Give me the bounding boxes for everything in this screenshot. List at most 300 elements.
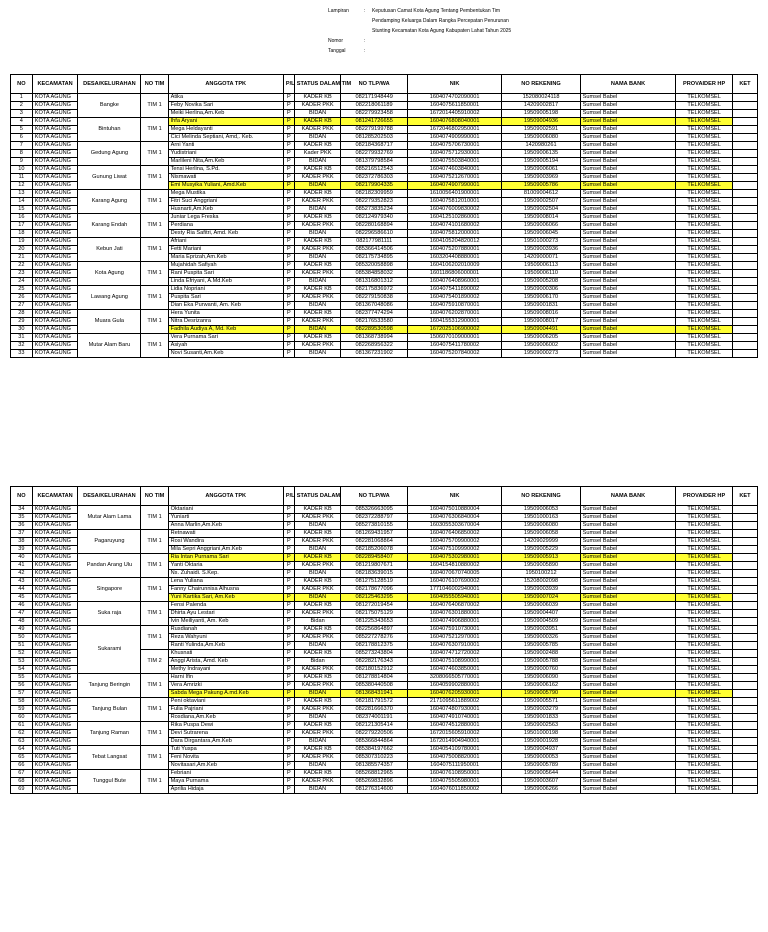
kecamatan-cell: KOTA AGUNG [32,786,78,794]
table-row [11,238,758,246]
note-cell [732,682,757,690]
bank-cell: Sumsel Babel [580,610,676,618]
nik-cell: 1604059902880001 [407,682,502,690]
nik-cell: 1672046802950001 [407,126,502,134]
note-cell [732,586,757,594]
note-cell [732,738,757,746]
gender-cell: P [283,658,294,666]
document-header [328,6,748,56]
note-cell [732,326,757,334]
row-number: 17 [11,222,33,230]
provider-cell: TELKOMSEL [676,602,733,610]
team-cell: TIM 1 [141,554,168,578]
provider-cell: TELKOMSEL [676,666,733,674]
note-cell [732,118,757,126]
nik-cell: 1604076009830002 [407,206,502,214]
bank-cell: Sumsel Babel [580,270,676,278]
bank-cell: Sumsel Babel [580,690,676,698]
note-cell [732,206,757,214]
row-number: 36 [11,522,33,530]
nik-cell: 1604076406870002 [407,602,502,610]
member-name: Rosdiana,Am.Keb [168,714,283,722]
provider-cell: TELKOMSEL [676,674,733,682]
row-number: 1 [11,94,33,102]
phone-cell: 082279199788 [341,126,407,134]
provider-cell: TELKOMSEL [676,610,733,618]
provider-cell: TELKOMSEL [676,698,733,706]
row-number: 7 [11,142,33,150]
header-line [328,46,748,56]
status-cell: KADER PKK [294,586,341,594]
table-row [11,554,758,562]
nik-cell: 1771046002940001 [407,586,502,594]
note-cell [732,142,757,150]
gender-cell: P [283,738,294,746]
phone-cell: 081241726655 [341,118,407,126]
provider-cell: TELKOMSEL [676,110,733,118]
account-cell: 19509003969 [502,174,580,182]
phone-cell: 082181791572 [341,698,407,706]
account-cell: 19501000273 [502,238,580,246]
phone-cell: 085326663095 [341,506,407,514]
gender-cell: P [283,334,294,342]
note-cell [732,786,757,794]
account-cell: 19509006205 [502,334,580,342]
desa-cell: Karang Endah [78,214,141,238]
phone-cell: 081276314600 [341,786,407,794]
member-name: Maria Eprizah,Am.Keb [168,254,283,262]
nik-cell: 1604074603850001 [407,666,502,674]
kecamatan-cell: KOTA AGUNG [32,754,78,762]
gender-cell: P [283,562,294,570]
row-number: 64 [11,746,33,754]
team-cell: TIM 1 [141,166,168,190]
column-header: P/L [283,487,294,506]
status-cell: KADER KB [294,310,341,318]
status-cell: BIDAN [294,134,341,142]
provider-cell: TELKOMSEL [676,570,733,578]
gender-cell: P [283,206,294,214]
status-cell: BIDAN [294,278,341,286]
phone-cell: 082184368717 [341,142,407,150]
status-cell: BIDAN [294,594,341,602]
note-cell [732,602,757,610]
team-cell: TIM 1 [141,286,168,310]
kecamatan-cell: KOTA AGUNG [32,626,78,634]
account-cell: 19509001831 [502,302,580,310]
account-cell: 19509006053 [502,506,580,514]
kecamatan-cell: KOTA AGUNG [32,166,78,174]
desa-cell: Lawang Agung [78,286,141,310]
note-cell [732,530,757,538]
nik-cell: 1604076011850002 [407,786,502,794]
phone-cell: 082124979340 [341,214,407,222]
provider-cell: TELKOMSEL [676,182,733,190]
nik-cell: 1604074807930001 [407,706,502,714]
status-cell: KADER PKK [294,318,341,326]
provider-cell: TELKOMSEL [676,682,733,690]
bank-cell: Sumsel Babel [580,698,676,706]
phone-cell: 082178812375 [341,642,407,650]
kecamatan-cell: KOTA AGUNG [32,570,78,578]
member-name: Methy Indrayani [168,666,283,674]
column-header: DESA/KELURAHAN [78,487,141,506]
account-cell: 19509006113 [502,262,580,270]
note-cell [732,230,757,238]
provider-cell: TELKOMSEL [676,134,733,142]
gender-cell: P [283,102,294,110]
bank-cell: Sumsel Babel [580,770,676,778]
row-number: 47 [11,610,33,618]
desa-cell: Suka raja [78,602,141,626]
phone-cell: 085273835234 [341,206,407,214]
phone-cell: 081367048086 [341,302,407,310]
nik-cell: 1604075411780002 [407,342,502,350]
status-cell: KADER KB [294,142,341,150]
row-number: 63 [11,738,33,746]
column-header: KECAMATAN [32,487,78,506]
column-header: KET [732,75,757,94]
provider-cell: TELKOMSEL [676,222,733,230]
status-cell: Bidan [294,618,341,626]
gender-cell: P [283,134,294,142]
gender-cell: P [283,594,294,602]
bank-cell: Sumsel Babel [580,310,676,318]
phone-cell: 082175075129 [341,610,407,618]
table-row [11,190,758,198]
member-name: Ivin Meiliyanti, Am. Keb [168,618,283,626]
kecamatan-cell: KOTA AGUNG [32,230,78,238]
member-name: Husnarti,Am.Keb [168,206,283,214]
row-number: 16 [11,214,33,222]
provider-cell: TELKOMSEL [676,778,733,786]
bank-cell: Sumsel Babel [580,658,676,666]
gender-cell: P [283,642,294,650]
kecamatan-cell: KOTA AGUNG [32,206,78,214]
desa-cell: Sukarami [78,626,141,674]
nik-cell: 1604055505940001 [407,594,502,602]
gender-cell: P [283,666,294,674]
bank-cell: Sumsel Babel [580,254,676,262]
member-name: Puspita Sari [168,294,283,302]
row-number: 41 [11,562,33,570]
account-cell: 19509005789 [502,762,580,770]
kecamatan-cell: KOTA AGUNG [32,350,78,358]
gender-cell: P [283,538,294,546]
account-cell: 19509002504 [502,206,580,214]
header-separator: : [364,8,366,14]
member-name: Devi Sutrarena [168,730,283,738]
row-number: 61 [11,722,33,730]
status-cell: KADER PKK [294,666,341,674]
kecamatan-cell: KOTA AGUNG [32,118,78,126]
status-cell: BIDAN [294,690,341,698]
member-name: Dara Dirgantara,Am.Keb [168,738,283,746]
phone-cell: 082279220506 [341,730,407,738]
provider-cell: TELKOMSEL [676,722,733,730]
bank-cell: Sumsel Babel [580,150,676,158]
kecamatan-cell: KOTA AGUNG [32,150,78,158]
row-number: 60 [11,714,33,722]
bank-cell: Sumsel Babel [580,198,676,206]
status-cell: KADER KB [294,286,341,294]
kecamatan-cell: KOTA AGUNG [32,294,78,302]
status-cell: KADER PKK [294,342,341,350]
kecamatan-cell: KOTA AGUNG [32,730,78,738]
nik-cell: 1604075212670001 [407,174,502,182]
nik-cell: 1604076107690002 [407,578,502,586]
member-name: Peni oktaviani [168,698,283,706]
desa-cell: Mutar Alam Baru [78,334,141,358]
nik-cell: 1604075207840002 [407,350,502,358]
kecamatan-cell: KOTA AGUNG [32,634,78,642]
status-cell: KADER PKK [294,174,341,182]
gender-cell: P [283,698,294,706]
table-row [11,94,758,102]
note-cell [732,594,757,602]
nik-cell: 1604076108950001 [407,770,502,778]
phone-cell: 081272019454 [341,602,407,610]
member-name: Emi Musyika Yuliani, Amd.Keb [168,182,283,190]
status-cell: KADER KB [294,602,341,610]
provider-cell: TELKOMSEL [676,594,733,602]
member-name: Feby Novika Sari [168,102,283,110]
phone-cell: 082185206078 [341,546,407,554]
column-header: NO TIM [141,75,168,94]
kecamatan-cell: KOTA AGUNG [32,190,78,198]
member-name: Novi Susanti,Am.Keb [168,350,283,358]
note-cell [732,254,757,262]
bank-cell: Sumsel Babel [580,118,676,126]
gender-cell: P [283,602,294,610]
team-cell: TIM 1 [141,530,168,554]
account-cell: 19509001833 [502,714,580,722]
provider-cell: TELKOMSEL [676,158,733,166]
provider-cell: TELKOMSEL [676,94,733,102]
gender-cell: P [283,554,294,562]
bank-cell: Sumsel Babel [580,278,676,286]
member-name: Mega Mustika [168,190,283,198]
row-number: 53 [11,658,33,666]
phone-cell: 082279932769 [341,150,407,158]
row-number: 6 [11,134,33,142]
note-cell [732,190,757,198]
member-name: Maya Purnama [168,778,283,786]
phone-cell: 082279352823 [341,198,407,206]
member-name: Anggi Arista, Amd. Keb [168,658,283,666]
table-row [11,674,758,682]
bank-cell: Sumsel Babel [580,142,676,150]
nik-cell: 1604074603840001 [407,166,502,174]
account-cell: 19509004936 [502,118,580,126]
provider-cell: TELKOMSEL [676,262,733,270]
gender-cell: P [283,350,294,358]
note-cell [732,746,757,754]
account-cell: 19509003951 [502,626,580,634]
bank-cell: Sumsel Babel [580,334,676,342]
account-cell: 14209029999 [502,538,580,546]
account-cell: 19509005198 [502,110,580,118]
provider-cell: TELKOMSEL [676,310,733,318]
provider-cell: TELKOMSEL [676,254,733,262]
provider-cell: TELKOMSEL [676,658,733,666]
note-cell [732,318,757,326]
provider-cell: TELKOMSEL [676,270,733,278]
row-number: 69 [11,786,33,794]
gender-cell: P [283,522,294,530]
desa-cell: Gunung Liwat [78,166,141,190]
status-cell: BIDAN [294,570,341,578]
provider-cell: TELKOMSEL [676,586,733,594]
note-cell [732,706,757,714]
team-table-1 [10,74,758,358]
nik-cell: 1604075611850001 [407,102,502,110]
kecamatan-cell: KOTA AGUNG [32,722,78,730]
account-cell: 19509006110 [502,270,580,278]
nik-cell: 1604075503840001 [407,158,502,166]
team-cell: TIM 1 [141,94,168,118]
phone-cell: 082296586610 [341,230,407,238]
header-label [328,16,364,26]
phone-cell: 081219807671 [341,562,407,570]
nik-cell: 1604075212970001 [407,634,502,642]
provider-cell: TELKOMSEL [676,538,733,546]
phone-cell: 082183639015 [341,570,407,578]
status-cell: BIDAN [294,642,341,650]
row-number: 39 [11,546,33,554]
gender-cell: P [283,190,294,198]
status-cell: KADER KB [294,650,341,658]
member-name: Vera Purnama Sari [168,334,283,342]
note-cell [732,634,757,642]
bank-cell: Sumsel Babel [580,342,676,350]
table-row [11,214,758,222]
phone-cell: 082280168894 [341,222,407,230]
nik-cell: 1604076307910001 [407,642,502,650]
column-header: NO TIM [141,487,168,506]
gender-cell: P [283,570,294,578]
kecamatan-cell: KOTA AGUNG [32,610,78,618]
status-cell: KADER KB [294,262,341,270]
provider-cell: TELKOMSEL [676,150,733,158]
status-cell: KADER KB [294,554,341,562]
status-cell: BIDAN [294,206,341,214]
bank-cell: Sumsel Babel [580,134,676,142]
desa-cell: Bintuhan [78,118,141,142]
bank-cell: Sumsel Babel [580,350,676,358]
row-number: 66 [11,762,33,770]
provider-cell: TELKOMSEL [676,198,733,206]
row-number: 20 [11,246,33,254]
bank-cell: Sumsel Babel [580,522,676,530]
account-cell: 19509006061 [502,166,580,174]
provider-cell: TELKOMSEL [676,770,733,778]
phone-cell: 082121305414 [341,722,407,730]
account-cell: 19509000760 [502,666,580,674]
member-name: Mega Heldayanti [168,126,283,134]
row-number: 11 [11,174,33,182]
team-cell: TIM 1 [141,746,168,770]
account-cell: 19509006162 [502,682,580,690]
account-cell: 19509005790 [502,690,580,698]
bank-cell: Sumsel Babel [580,738,676,746]
nik-cell: 1604075709900002 [407,538,502,546]
table-row [11,602,758,610]
account-cell: 19509004491 [502,326,580,334]
table-row [11,334,758,342]
bank-cell: Sumsel Babel [580,126,676,134]
kecamatan-cell: KOTA AGUNG [32,158,78,166]
account-cell: 19509000326 [502,634,580,642]
status-cell: KADER PKK [294,562,341,570]
gender-cell: P [283,174,294,182]
gender-cell: P [283,238,294,246]
bank-cell: Sumsel Babel [580,102,676,110]
note-cell [732,762,757,770]
kecamatan-cell: KOTA AGUNG [32,134,78,142]
kecamatan-cell: KOTA AGUNG [32,286,78,294]
desa-cell: Muara Gula [78,310,141,334]
phone-cell: 085273243804 [341,650,407,658]
provider-cell: TELKOMSEL [676,754,733,762]
bank-cell: Sumsel Babel [580,594,676,602]
member-name: Yuniarti [168,514,283,522]
bank-cell: Sumsel Babel [580,230,676,238]
kecamatan-cell: KOTA AGUNG [32,326,78,334]
gender-cell: P [283,546,294,554]
phone-cell: 082268956322 [341,342,407,350]
team-cell: TIM 1 [141,214,168,238]
kecamatan-cell: KOTA AGUNG [32,642,78,650]
phone-cell: 085273810155 [341,522,407,530]
member-name: Anna Marlin,Am.Keb [168,522,283,530]
provider-cell: TELKOMSEL [676,626,733,634]
provider-cell: TELKOMSEL [676,206,733,214]
kecamatan-cell: KOTA AGUNG [32,650,78,658]
row-number: 59 [11,706,33,714]
phone-cell: 082125463295 [341,594,407,602]
column-header: P/L [283,75,294,94]
row-number: 32 [11,342,33,350]
member-name: Afriani [168,238,283,246]
bank-cell: Sumsel Babel [580,714,676,722]
account-cell: 19509006045 [502,230,580,238]
phone-cell: 085216512543 [341,166,407,174]
status-cell: BIDAN [294,302,341,310]
phone-cell: 082279923458 [341,110,407,118]
column-header: PROVAIDER HP [676,487,733,506]
member-name: Febriani [168,770,283,778]
nik-cell: 1601186806000001 [407,270,502,278]
status-cell: Bidan [294,658,341,666]
provider-cell: TELKOMSEL [676,618,733,626]
phone-cell: 082282176343 [341,658,407,666]
kecamatan-cell: KOTA AGUNG [32,530,78,538]
member-name: Vera Amrizki [168,682,283,690]
account-cell: 19509005913 [502,554,580,562]
status-cell: BIDAN [294,254,341,262]
gender-cell: P [283,150,294,158]
account-cell: 19509005890 [502,562,580,570]
status-cell: KADER KB [294,770,341,778]
nik-cell: 1604075108990001 [407,658,502,666]
header-line [328,16,748,26]
phone-cell: 081379798584 [341,158,407,166]
nik-cell: 1604106202010009 [407,262,502,270]
bank-cell: Sumsel Babel [580,174,676,182]
account-cell: 19509003936 [502,246,580,254]
row-number: 38 [11,538,33,546]
